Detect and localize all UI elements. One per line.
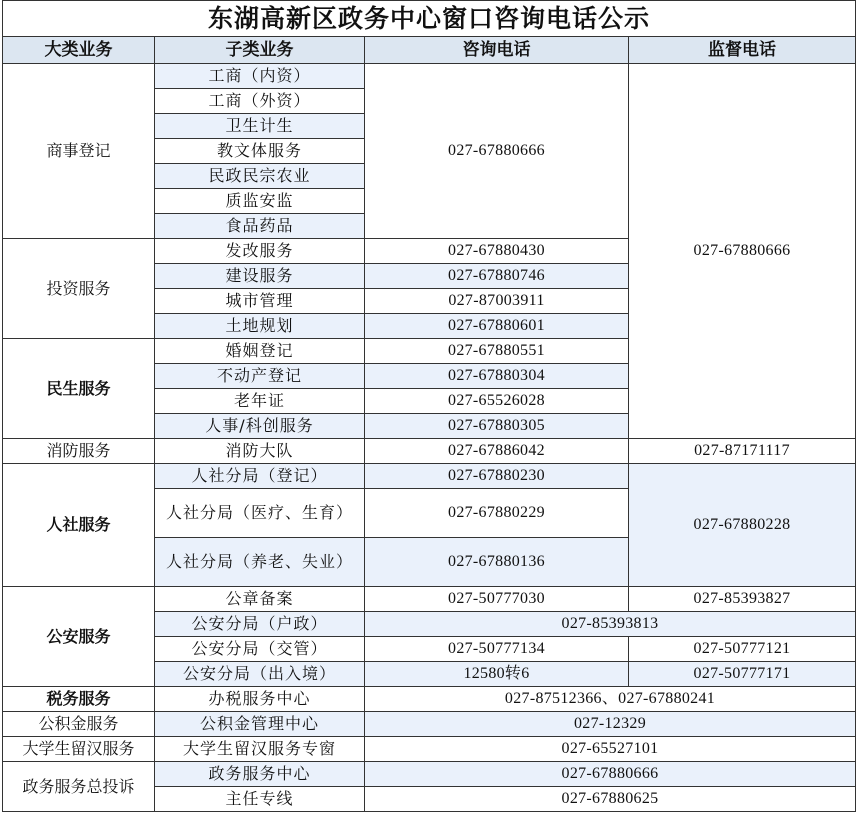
subcategory-cell: 质监安监 [155, 189, 365, 214]
header-subcategory: 子类业务 [155, 37, 365, 64]
table-row [3, 687, 856, 712]
subcategory-cell: 老年证 [155, 389, 365, 414]
supervise-phone-cell: 027-67880228 [629, 464, 856, 587]
header-category: 大类业务 [3, 37, 155, 64]
subcategory-cell: 卫生计生 [155, 114, 365, 139]
subcategory-cell: 建设服务 [155, 264, 365, 289]
subcategory-cell: 工商（内资） [155, 64, 365, 89]
header-consult-phone: 咨询电话 [365, 37, 629, 64]
subcategory-cell: 城市管理 [155, 289, 365, 314]
subcategory-cell: 公安分局（出入境） [155, 662, 365, 687]
subcategory-cell: 人社分局（养老、失业） [155, 538, 365, 587]
consult-phone-cell: 027-50777134 [365, 637, 629, 662]
subcategory-cell: 发改服务 [155, 239, 365, 264]
header-supervise-phone: 监督电话 [629, 37, 856, 64]
merged-phone-cell: 027-85393813 [365, 612, 856, 637]
consult-phone-cell: 027-67880746 [365, 264, 629, 289]
category-cell: 人社服务 [3, 464, 155, 587]
subcategory-cell: 公安分局（户政） [155, 612, 365, 637]
consult-phone-cell: 027-67880136 [365, 538, 629, 587]
table-row [3, 464, 856, 489]
subcategory-cell: 工商（外资） [155, 89, 365, 114]
subcategory-cell: 人社分局（登记） [155, 464, 365, 489]
category-cell: 税务服务 [3, 687, 155, 712]
table-title: 东湖高新区政务中心窗口咨询电话公示 [3, 1, 856, 37]
subcategory-cell: 食品药品 [155, 214, 365, 239]
table-row [3, 587, 856, 612]
consult-phone-cell: 027-67880430 [365, 239, 629, 264]
table-row [3, 64, 856, 89]
table-row [3, 712, 856, 737]
subcategory-cell: 主任专线 [155, 787, 365, 812]
consult-phone-cell: 027-87003911 [365, 289, 629, 314]
category-cell: 民生服务 [3, 339, 155, 439]
consult-phone-cell: 12580转6 [365, 662, 629, 687]
category-cell: 商事登记 [3, 64, 155, 239]
subcategory-cell: 土地规划 [155, 314, 365, 339]
table-row [3, 439, 856, 464]
table-row [3, 737, 856, 762]
merged-phone-cell: 027-67880666 [365, 762, 856, 787]
table-row [3, 762, 856, 787]
supervise-phone-cell: 027-85393827 [629, 587, 856, 612]
consult-phone-cell: 027-67880551 [365, 339, 629, 364]
subcategory-cell: 教文体服务 [155, 139, 365, 164]
subcategory-cell: 政务服务中心 [155, 762, 365, 787]
merged-phone-cell: 027-12329 [365, 712, 856, 737]
merged-phone-cell: 027-67880625 [365, 787, 856, 812]
subcategory-cell: 大学生留汉服务专窗 [155, 737, 365, 762]
category-cell: 投资服务 [3, 239, 155, 339]
consult-phone-cell: 027-67880305 [365, 414, 629, 439]
category-cell: 公积金服务 [3, 712, 155, 737]
category-cell: 大学生留汉服务 [3, 737, 155, 762]
supervise-phone-cell: 027-67880666 [629, 64, 856, 439]
merged-phone-cell: 027-87512366、027-67880241 [365, 687, 856, 712]
phone-table [2, 0, 856, 812]
subcategory-cell: 人事/科创服务 [155, 414, 365, 439]
consult-phone-cell: 027-50777030 [365, 587, 629, 612]
consult-phone-cell: 027-67886042 [365, 439, 629, 464]
subcategory-cell: 民政民宗农业 [155, 164, 365, 189]
consult-phone-cell: 027-67880601 [365, 314, 629, 339]
consult-phone-cell: 027-67880229 [365, 489, 629, 538]
consult-phone-cell: 027-65526028 [365, 389, 629, 414]
supervise-phone-cell: 027-50777121 [629, 637, 856, 662]
category-cell: 消防服务 [3, 439, 155, 464]
subcategory-cell: 公章备案 [155, 587, 365, 612]
merged-phone-cell: 027-65527101 [365, 737, 856, 762]
subcategory-cell: 不动产登记 [155, 364, 365, 389]
consult-phone-cell: 027-67880666 [365, 64, 629, 239]
subcategory-cell: 消防大队 [155, 439, 365, 464]
supervise-phone-cell: 027-50777171 [629, 662, 856, 687]
category-cell: 政务服务总投诉 [3, 762, 155, 812]
subcategory-cell: 公安分局（交管） [155, 637, 365, 662]
supervise-phone-cell: 027-87171117 [629, 439, 856, 464]
consult-phone-cell: 027-67880304 [365, 364, 629, 389]
subcategory-cell: 婚姻登记 [155, 339, 365, 364]
subcategory-cell: 办税服务中心 [155, 687, 365, 712]
subcategory-cell: 公积金管理中心 [155, 712, 365, 737]
category-cell: 公安服务 [3, 587, 155, 687]
subcategory-cell: 人社分局（医疗、生育） [155, 489, 365, 538]
consult-phone-cell: 027-67880230 [365, 464, 629, 489]
